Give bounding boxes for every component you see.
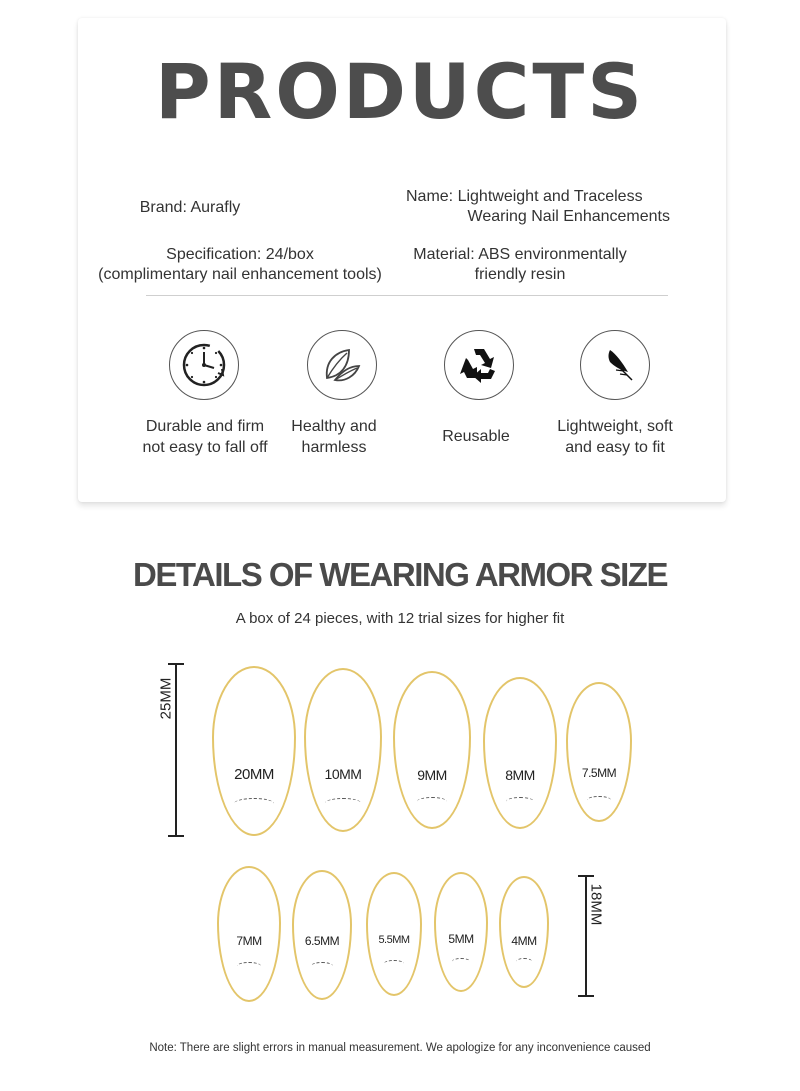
nail-9mm: 9MM [393, 671, 471, 829]
nail-4mm: 4MM [499, 876, 549, 988]
material-text: Material: ABS environmentally friendly resin [413, 246, 627, 283]
details-title: DETAILS OF WEARING ARMOR SIZE [133, 556, 667, 593]
leaf-icon [307, 330, 377, 400]
feature-label-healthy: Healthy and harmless [291, 418, 377, 456]
length-25mm-label: 25MM [157, 677, 175, 720]
products-title: PRODUCTS [155, 47, 645, 136]
feature-label-reusable: Reusable [442, 428, 510, 445]
nail-10mm: 10MM [304, 668, 382, 832]
measurement-note: Note: There are slight errors in manual measurement. We apologize for any inconvenience caused [149, 1042, 651, 1054]
nail-7-5mm: 7.5MM [566, 682, 632, 822]
length-18mm-label: 18MM [587, 883, 605, 926]
nail-6-5mm: 6.5MM [292, 870, 352, 1000]
divider [146, 295, 668, 296]
nail-5mm: 5MM [434, 872, 488, 992]
brand-text: Brand: Aurafly [139, 199, 241, 216]
details-subtitle: A box of 24 pieces, with 12 trial sizes for higher fit [235, 610, 565, 627]
specification-text: Specification: 24/box (complimentary nail enhancement tools) [98, 246, 382, 283]
recycle-icon [444, 330, 514, 400]
feather-icon [580, 330, 650, 400]
nail-7mm: 7MM [217, 866, 281, 1002]
nail-20mm: 20MM [212, 666, 296, 836]
clock-icon [169, 330, 239, 400]
nail-5-5mm: 5.5MM [366, 872, 422, 996]
name-text: Name: Lightweight and Traceless Wearing Nail Enhancements [406, 188, 670, 225]
feature-label-lightweight: Lightweight, soft and easy to fit [557, 418, 673, 456]
feature-label-durable: Durable and firm not easy to fall off [142, 418, 268, 456]
nail-8mm: 8MM [483, 677, 557, 829]
